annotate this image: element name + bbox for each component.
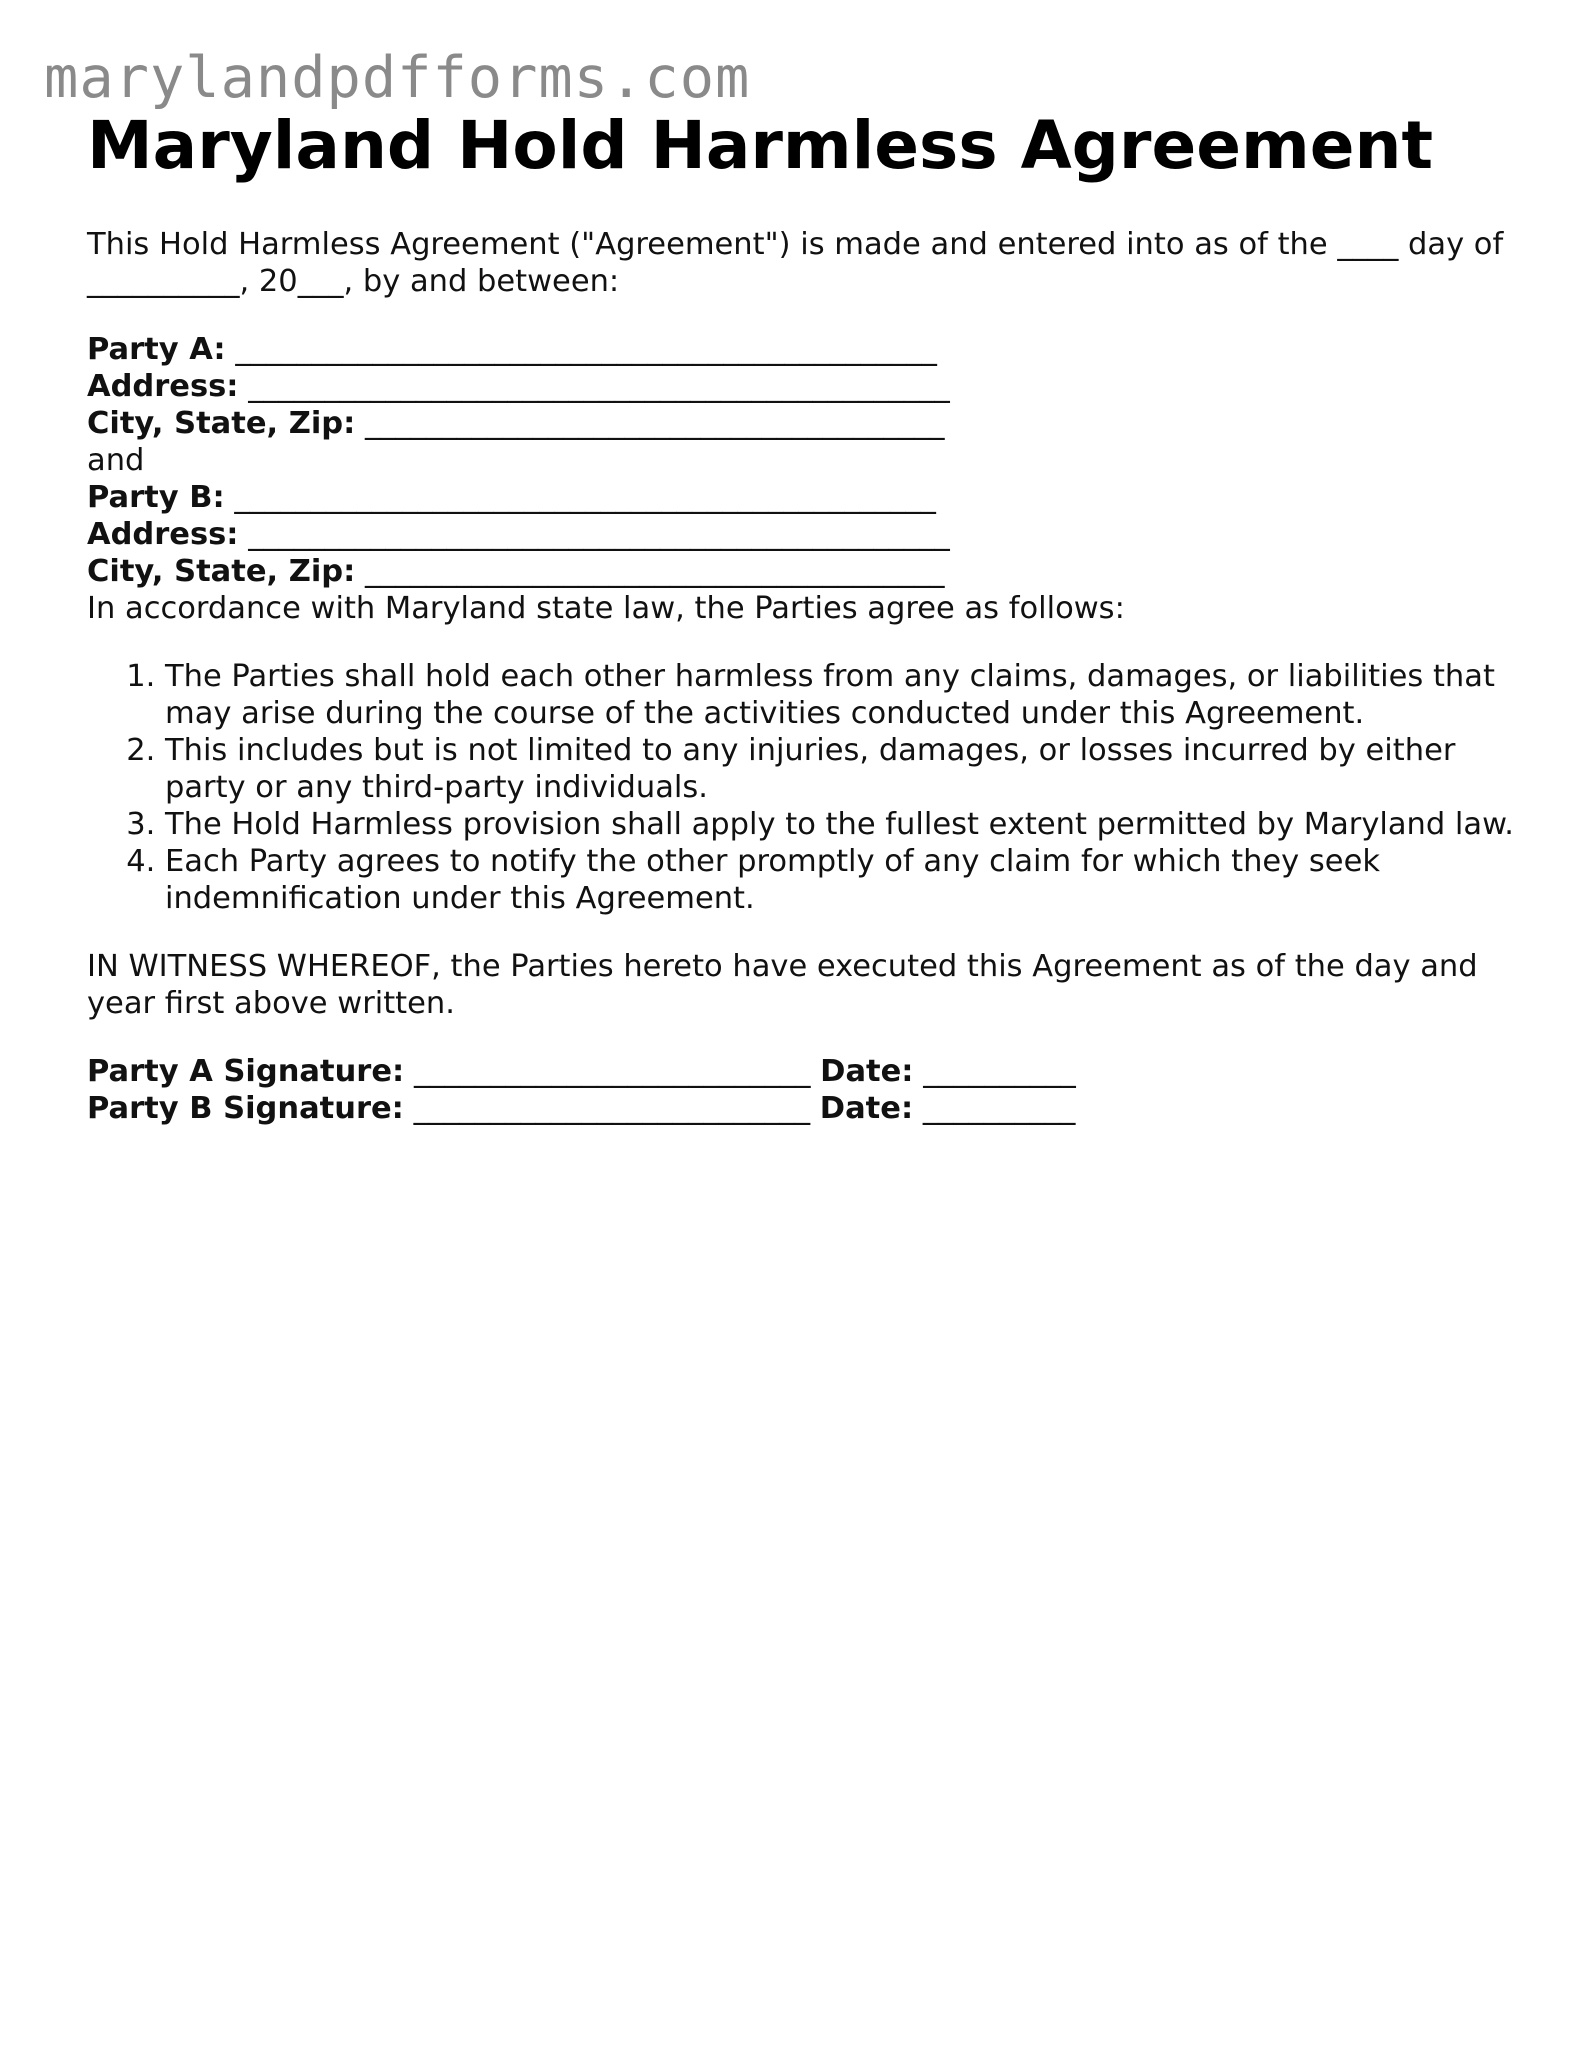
party-a-label: Party A: (87, 332, 226, 367)
party-a-city-label: City, State, Zip: (87, 406, 356, 441)
document-body (87, 226, 1517, 1127)
accordance-paragraph: In accordance with Maryland state law, the Parties agree as follows: (87, 591, 1125, 626)
party-b-blank[interactable]: ______________________________________________ (234, 480, 936, 515)
party-b-city-label: City, State, Zip: (87, 554, 356, 589)
party-a-address-blank[interactable]: ______________________________________________ (248, 369, 950, 404)
party-b-signature-field[interactable] (87, 1090, 1517, 1127)
term-item: 3. The Hold Harmless provision shall apply to the fullest extent permitted by Maryland law. (165, 806, 1517, 843)
party-a-name-field[interactable] (87, 331, 1517, 368)
party-b-date-label: Date: (819, 1091, 914, 1126)
party-a-signature-field[interactable] (87, 1053, 1517, 1090)
party-a-address-field[interactable] (87, 368, 1517, 405)
terms-list (87, 658, 1517, 917)
party-b-label: Party B: (87, 480, 225, 515)
document-title: Maryland Hold Harmless Agreement (87, 107, 1434, 184)
party-b-address-label: Address: (87, 517, 239, 552)
party-a-date-blank[interactable]: __________ (923, 1054, 1076, 1089)
party-b-signature-label: Party B Signature: (87, 1091, 404, 1126)
party-b-signature-blank[interactable]: __________________________ (413, 1091, 811, 1126)
party-b-city-blank[interactable]: ______________________________________ (365, 554, 945, 589)
party-a-signature-blank[interactable]: __________________________ (413, 1054, 811, 1089)
party-b-city-field[interactable] (87, 553, 1517, 590)
party-b-name-field[interactable] (87, 479, 1517, 516)
term-item: 2. This includes but is not limited to any injuries, damages, or losses incurred by either party or any third-party individuals. (165, 732, 1517, 806)
party-a-date-label: Date: (820, 1054, 914, 1089)
term-item: 1. The Parties shall hold each other harmless from any claims, damages, or liabilities that may arise during the course of the activities conducted under this Agreement. (165, 658, 1517, 732)
party-b-address-blank[interactable]: ______________________________________________ (248, 517, 950, 552)
witness-paragraph: IN WITNESS WHEREOF, the Parties hereto have executed this Agreement as of the day and year first above written. (87, 949, 1478, 1021)
party-a-address-label: Address: (87, 369, 239, 404)
and-text: and (87, 443, 145, 478)
party-a-city-field[interactable] (87, 405, 1517, 442)
party-a-signature-label: Party A Signature: (87, 1054, 405, 1089)
intro-paragraph: This Hold Harmless Agreement ("Agreement") is made and entered into as of the ____ day of __________, 20___, by and between: (87, 227, 1504, 299)
party-b-address-field[interactable] (87, 516, 1517, 553)
site-watermark: marylandpdfforms.com (44, 45, 751, 111)
party-a-city-blank[interactable]: ______________________________________ (365, 406, 945, 441)
term-item: 4. Each Party agrees to notify the other promptly of any claim for which they seek indemnification under this Agreement. (165, 843, 1517, 917)
party-a-blank[interactable]: ______________________________________________ (235, 332, 937, 367)
party-b-date-blank[interactable]: __________ (922, 1091, 1076, 1126)
